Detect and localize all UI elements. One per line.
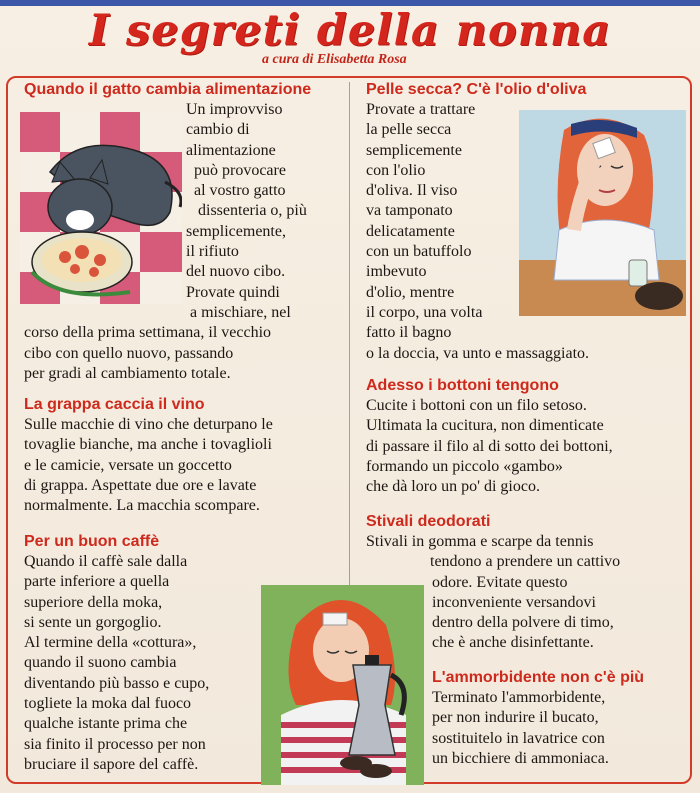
- text-line: o la doccia, va unto e massaggiato.: [366, 344, 590, 362]
- text-line: delicatamente: [366, 222, 455, 240]
- text-line: Quando il caffè sale dalla: [24, 553, 188, 570]
- section-caffe: [24, 532, 342, 775]
- text-line: va tamponato: [366, 202, 453, 220]
- text-line: odore. Evitate questo: [432, 573, 568, 591]
- text-line: parte inferiore a quella: [24, 573, 170, 591]
- text-line: si sente un gorgoglio.: [24, 613, 162, 631]
- text-line: Provate quindi: [186, 283, 280, 301]
- text-line: la pelle secca: [366, 121, 452, 139]
- text-line: tovaglie bianche, ma anche i tovaglioli: [24, 436, 272, 454]
- section-stivali: [366, 512, 686, 654]
- text-line: per non indurire il bucato,: [432, 709, 599, 727]
- text-line: tendono a prendere un cattivo: [430, 553, 621, 571]
- byline: a cura di Elisabetta Rosa: [262, 52, 407, 67]
- text-line: a mischiare, nel: [190, 303, 291, 321]
- text-line: che dà loro un po' di gioco.: [366, 478, 540, 496]
- text-line: cibo con quello nuovo, passando: [24, 344, 234, 362]
- text-line: quando il suono cambia: [24, 654, 177, 672]
- text-line: cambio di: [186, 121, 250, 139]
- text-line: imbevuto: [366, 263, 427, 281]
- text-line: un bicchiere di ammoniaca.: [432, 749, 609, 767]
- section-heading: Per un buon caffè: [24, 533, 160, 550]
- section-heading: La grappa caccia il vino: [24, 396, 205, 413]
- text-line: Ultimata la cucitura, non dimenticate: [366, 417, 604, 435]
- text-line: dentro della polvere di timo,: [432, 614, 614, 632]
- text-line: Provate a trattare: [366, 101, 476, 118]
- text-line: Un improvviso: [186, 101, 283, 118]
- text-line: sia finito il processo per non: [24, 735, 206, 753]
- text-line: il rifiuto: [186, 243, 239, 261]
- text-line: corso della prima settimana, il vecchio: [24, 324, 272, 342]
- text-line: al vostro gatto: [194, 182, 286, 200]
- text-line: superiore della moka,: [24, 593, 163, 611]
- text-line: semplicemente,: [186, 222, 286, 240]
- text-line: qualche istante prima che: [24, 715, 188, 733]
- text-line: di passare il filo al di sotto dei bottoni,: [366, 437, 613, 455]
- text-line: Stivali in gomma e scarpe da tennis: [366, 533, 594, 550]
- section-gatto: [24, 80, 342, 384]
- section-heading: Pelle secca? C'è l'olio d'oliva: [366, 81, 587, 98]
- text-line: con un batuffolo: [366, 243, 472, 261]
- text-line: dissenteria o, più: [198, 202, 307, 220]
- section-ammorbidente: [432, 668, 688, 769]
- section-pelle: [366, 80, 686, 364]
- text-line: del nuovo cibo.: [186, 263, 286, 281]
- section-grappa: [24, 395, 342, 516]
- section-bottoni: [366, 376, 686, 497]
- text-line: diventando più basso e cupo,: [24, 674, 210, 692]
- text-line: che è anche disinfettante.: [432, 634, 594, 652]
- text-line: d'oliva. Il viso: [366, 182, 458, 200]
- text-line: togliete la moka dal fuoco: [24, 695, 192, 713]
- text-line: e le camicie, versate un goccetto: [24, 456, 232, 474]
- text-line: d'olio, mentre: [366, 283, 455, 301]
- text-line: Cucite i bottoni con un filo setoso.: [366, 397, 587, 414]
- page-title: I segreti della nonna: [88, 6, 612, 56]
- section-heading: Quando il gatto cambia alimentazione: [24, 81, 312, 98]
- text-line: fatto il bagno: [366, 324, 452, 342]
- text-line: con l'olio: [366, 161, 426, 179]
- text-line: può provocare: [194, 161, 286, 179]
- text-line: Sulle macchie di vino che deturpano le: [24, 416, 273, 433]
- section-heading: Adesso i bottoni tengono: [366, 377, 559, 394]
- text-line: formando un piccolo «gambo»: [366, 457, 563, 475]
- text-line: normalmente. La macchia scompare.: [24, 497, 260, 515]
- section-heading: L'ammorbidente non c'è più: [432, 669, 645, 686]
- section-heading: Stivali deodorati: [366, 513, 491, 530]
- text-line: alimentazione: [186, 141, 276, 159]
- text-line: Terminato l'ammorbidente,: [432, 689, 606, 706]
- text-line: bruciare il sapore del caffè.: [24, 755, 199, 773]
- text-line: Al termine della «cottura»,: [24, 634, 197, 652]
- text-line: di grappa. Aspettate due ore e lavate: [24, 476, 257, 494]
- text-line: inconveniente versandovi: [432, 593, 596, 611]
- text-line: semplicemente: [366, 141, 462, 159]
- text-line: sostituitelo in lavatrice con: [432, 729, 605, 747]
- text-line: il corpo, una volta: [366, 303, 483, 321]
- text-line: per gradi al cambiamento totale.: [24, 364, 231, 382]
